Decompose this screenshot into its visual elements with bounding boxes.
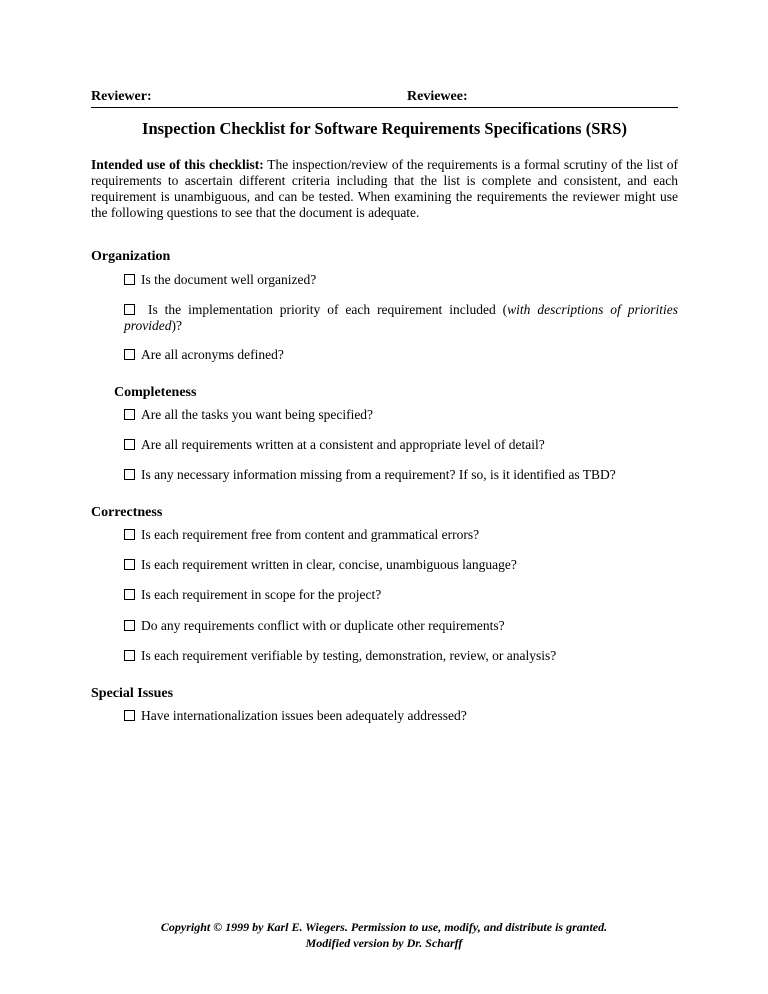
item-text: Are all acronyms defined? [141,347,284,362]
page-title: Inspection Checklist for Software Requirements Specifications (SRS) [142,119,627,138]
item-text: Are all requirements written at a consistent and appropriate level of detail? [141,437,545,452]
checklist-item [124,272,678,288]
footer-line-1: Copyright © 1999 by Karl E. Wiegers. Permission to use, modify, and distribute is granted. [160,920,608,934]
item-text: Is the document well organized? [141,272,317,287]
checklist-item [124,437,678,453]
checkbox[interactable] [124,589,135,600]
reviewer-header [91,89,678,108]
checklist-item [124,708,678,724]
checkbox[interactable] [124,529,135,540]
checklist-item [124,618,678,634]
item-text: Is the implementation priority of each requirement included ( [147,302,508,317]
checklist-item [124,648,678,664]
reviewer-label: Reviewer: [91,89,152,104]
checkbox[interactable] [124,409,135,420]
item-text: Is each requirement written in clear, concise, unambiguous language? [141,557,517,572]
intro-text: The inspection/review of the requirements is a formal scrutiny of the list of requirements to ascertain different criteria including that the list is complete and consistent, and each requirement is unambiguous, and can be tested. When examining the requirements the reviewer might use the following questions to see that the document is adequate. [91,157,679,220]
section-completeness: Completeness [114,385,197,400]
checkbox[interactable] [124,710,135,721]
checklist-item [124,407,678,423]
section-organization: Organization [91,249,171,264]
item-text: Are all the tasks you want being specified? [141,407,374,422]
item-text: Have internationalization issues been adequately addressed? [141,708,467,723]
intro-lead: Intended use of this checklist: [91,157,264,172]
checkbox[interactable] [124,559,135,570]
checkbox[interactable] [124,349,135,360]
checklist-item [124,557,678,573]
checklist-item [124,347,678,363]
item-text: Is each requirement free from content and grammatical errors? [141,527,480,542]
item-text: Do any requirements conflict with or duplicate other requirements? [141,618,505,633]
item-text: Is each requirement verifiable by testing, demonstration, review, or analysis? [141,648,557,663]
checklist-item [124,527,678,543]
checkbox[interactable] [124,620,135,631]
checkbox[interactable] [124,439,135,450]
reviewee-label: Reviewee: [407,89,468,104]
footer-line-2: Modified version by Dr. Scharff [305,936,463,950]
checklist-item [124,302,678,334]
intro-paragraph [91,157,678,221]
checklist-item [124,467,678,483]
section-special-issues: Special Issues [91,686,174,701]
checklist-item [124,587,678,603]
checkbox[interactable] [124,469,135,480]
item-text: Is any necessary information missing from a requirement? If so, is it identified as TBD? [141,467,616,482]
item-text-end: )? [171,318,182,333]
section-correctness: Correctness [91,505,163,520]
checkbox[interactable] [124,304,135,315]
item-text-italic: with descriptions of priorities provided [124,302,679,333]
item-text: Is each requirement in scope for the project? [141,587,382,602]
checkbox[interactable] [124,650,135,661]
copyright-footer [0,919,768,951]
checkbox[interactable] [124,274,135,285]
